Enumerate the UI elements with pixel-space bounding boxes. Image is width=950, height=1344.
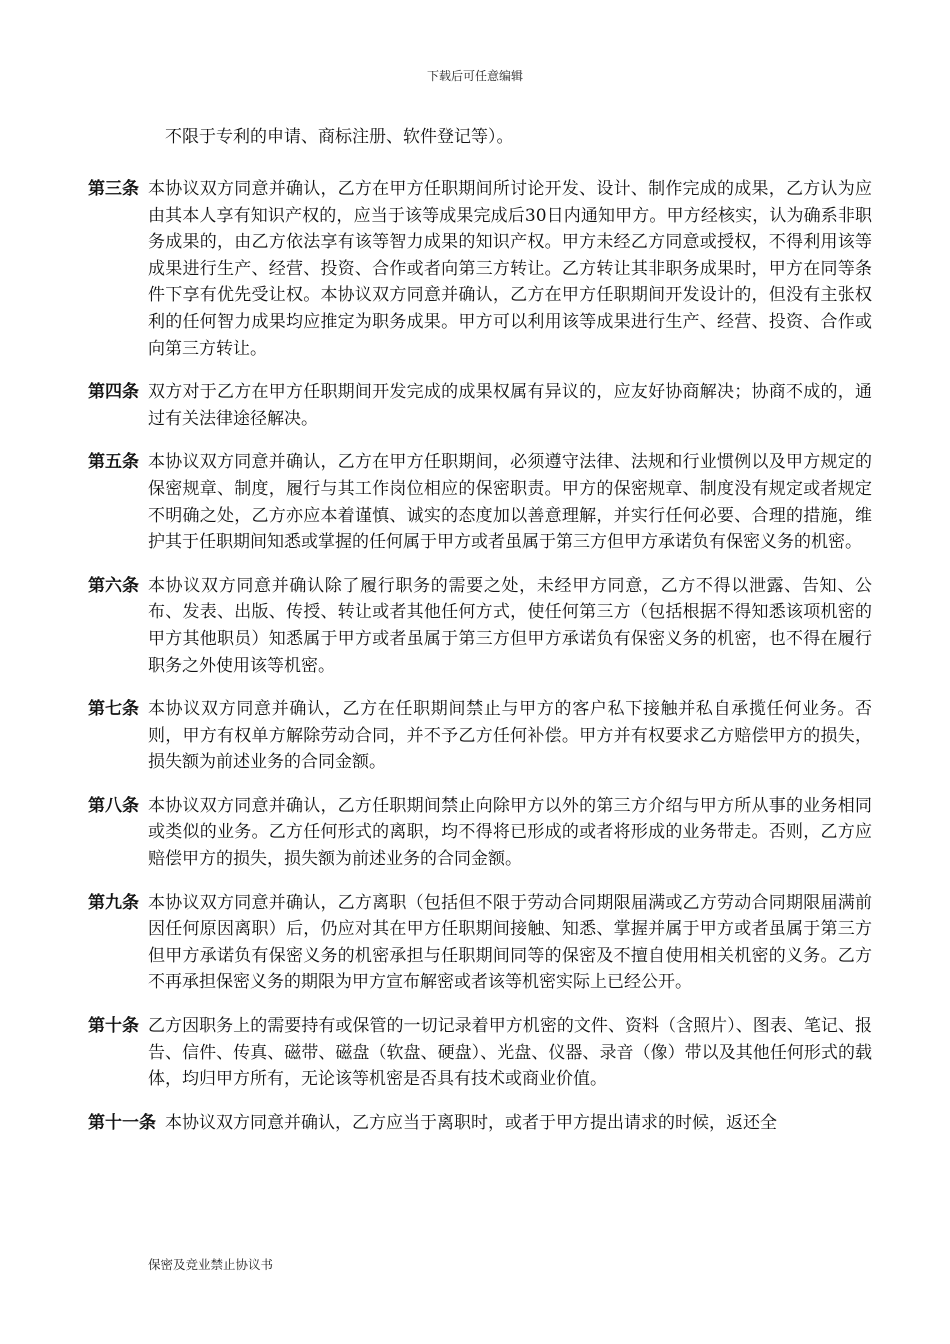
article-5 — [88, 449, 872, 555]
article-text: 本协议双方同意并确认，乙方在任职期间禁止与甲方的客户私下接触并私自承揽任何业务。否则，甲方有权单方解除劳动合同，并不予乙方任何补偿。甲方并有权要求乙方赔偿甲方的损失，损失额为前述业务的合同金额。 — [148, 699, 872, 773]
article-7 — [88, 696, 872, 776]
continuation-line: 不限于专利的申请、商标注册、软件登记等）。 — [165, 127, 514, 147]
article-11 — [88, 1110, 872, 1137]
article-text: 本协议双方同意并确认，乙方应当于离职时，或者于甲方提出请求的时候，返还全 — [165, 1112, 777, 1133]
article-number: 第三条 — [88, 179, 139, 199]
article-number: 第十一条 — [88, 1112, 156, 1133]
article-10 — [88, 1013, 872, 1093]
article-text: 本协议双方同意并确认除了履行职务的需要之处，未经甲方同意，乙方不得以泄露、告知、公布、发表、出版、传授、转让或者其他任何方式，使任何第三方（包括根据不得知悉该项机密的甲方其他职员）知悉属于甲方或者虽属于第三方但甲方承诺负有保密义务的机密，也不得在履行职务之外使用该等机密。 — [148, 575, 872, 676]
article-text: 本协议双方同意并确认，乙方离职（包括但不限于劳动合同期限届满或乙方劳动合同期限届满前因任何原因离职）后，仍应对其在甲方任职期间接触、知悉、掌握并属于甲方或者虽属于第三方但甲方承诺负有保密义务的机密承担与任职期间同等的保密及不擅自使用相关机密的义务。乙方不再承担保密义务的期限为甲方宣布解密或者该等机密实际上已经公开。 — [148, 892, 872, 993]
article-number: 第七条 — [88, 699, 139, 720]
article-9 — [88, 890, 872, 996]
article-number: 第十条 — [88, 1016, 139, 1037]
article-text: 本协议双方同意并确认，乙方在甲方任职期间，必须遵守法律、法规和行业惯例以及甲方规定的保密规章、制度，履行与其工作岗位相应的保密职责。甲方的保密规章、制度没有规定或者规定不明确之处，乙方亦应本着谨慎、诚实的态度加以善意理解，并实行任何必要、合理的措施，维护其于任职期间知悉或掌握的任何属于甲方或者虽属于第三方但甲方承诺负有保密义务的机密。 — [148, 452, 872, 553]
article-text: 双方对于乙方在甲方任职期间开发完成的成果权属有异议的，应友好协商解决；协商不成的，通过有关法律途径解决。 — [148, 382, 872, 429]
article-number: 第六条 — [88, 575, 139, 596]
article-text: 本协议双方同意并确认，乙方任职期间禁止向除甲方以外的第三方介绍与甲方所从事的业务相同或类似的业务。乙方任何形式的离职，均不得将已形成的或者将形成的业务带走。否则，乙方应赔偿甲方的损失，损失额为前述业务的合同金额。 — [148, 795, 872, 870]
articles-body — [88, 176, 872, 1153]
article-text: 本协议双方同意并确认，乙方在甲方任职期间所讨论开发、设计、制作完成的成果，乙方认为应由其本人享有知识产权的，应当于该等成果完成后30日内通知甲方。甲方经核实，认为确系非职务成果的，由乙方依法享有该等智力成果的知识产权。甲方未经乙方同意或授权，不得利用该等成果进行生产、经营、投资、合作或者向第三方转让。乙方转让其非职务成果时，甲方在同等条件下享有优先受让权。本协议双方同意并确认，乙方在甲方任职期间开发设计的，但没有主张权利的任何智力成果均应推定为职务成果。甲方可以利用该等成果进行生产、经营、投资、合作或向第三方转让。 — [148, 179, 872, 359]
article-text: 乙方因职务上的需要持有或保管的一切记录着甲方机密的文件、资料（含照片）、图表、笔记、报告、信件、传真、磁带、磁盘（软盘、硬盘）、光盘、仪器、录音（像）带以及其他任何形式的载体，均归甲方所有，无论该等机密是否具有技术或商业价值。 — [148, 1016, 872, 1090]
article-4 — [88, 379, 872, 432]
article-number: 第八条 — [88, 795, 139, 816]
article-8 — [88, 793, 872, 873]
article-number: 第五条 — [88, 452, 139, 473]
article-3 — [88, 176, 872, 362]
article-number: 第九条 — [88, 892, 139, 913]
page-footer: 保密及竞业禁止协议书 — [148, 1257, 274, 1272]
article-6 — [88, 573, 872, 679]
page-header: 下载后可任意编辑 — [426, 69, 523, 83]
article-number: 第四条 — [88, 382, 139, 403]
